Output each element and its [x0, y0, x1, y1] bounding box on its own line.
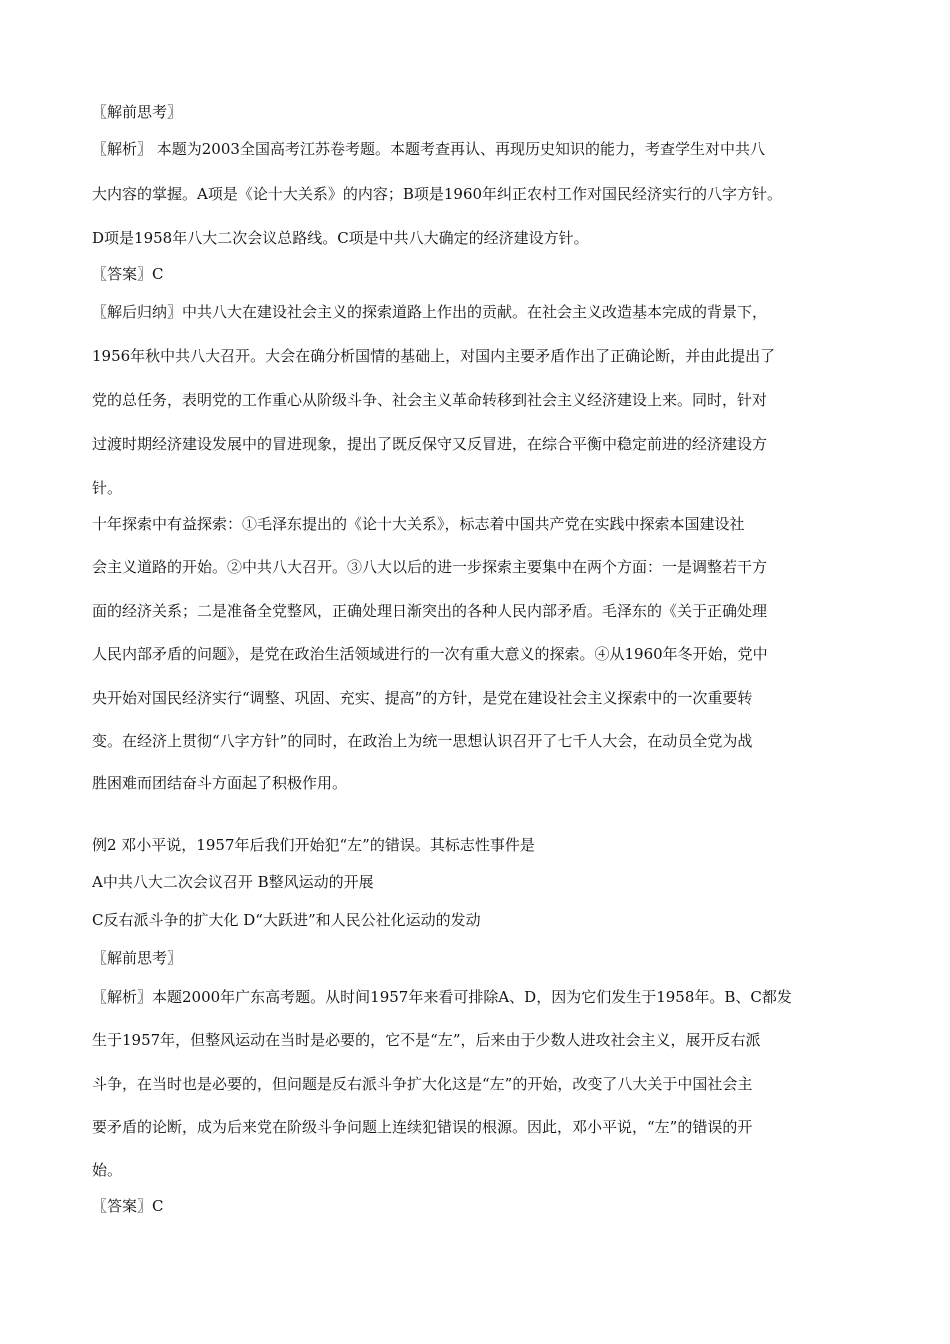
summary-line: 〖解后归纳〗中共八大在建设社会主义的探索道路上作出的贡献。在社会主义改造基本完成的背景下， — [92, 303, 768, 321]
think-before-heading: 〖解前思考〗 — [92, 103, 183, 121]
exploration-line: 十年探索中有益探索：①毛泽东提出的《论十大关系》，标志着中国共产党在实践中探索本国建设社 — [92, 515, 745, 533]
summary-line: 1956年秋中共八大召开。大会在确分析国情的基础上，对国内主要矛盾作出了正确论断，并由此提出了 — [92, 347, 776, 365]
analysis-line: 生于1957年，但整风运动在当时是必要的，它不是“左”，后来由于少数人进攻社会主义，展开反右派 — [92, 1031, 761, 1049]
exploration-line: 会主义道路的开始。②中共八大召开。③八大以后的进一步探索主要集中在两个方面：一是调整若干方 — [92, 558, 768, 576]
answer-line: 〖答案〗C — [92, 265, 164, 283]
example2-options-cd: C反右派斗争的扩大化 D“大跃进”和人民公社化运动的发动 — [92, 911, 481, 929]
analysis-line: 〖解析〗本题2000年广东高考题。从时间1957年来看可排除A、D，因为它们发生于1958年。B、C都发 — [92, 988, 792, 1006]
exploration-line: 人民内部矛盾的问题》，是党在政治生活领域进行的一次有重大意义的探索。④从1960年冬开始，党中 — [92, 645, 768, 663]
analysis-line: 斗争，在当时也是必要的，但问题是反右派斗争扩大化这是“左”的开始，改变了八大关于中国社会主 — [92, 1075, 753, 1093]
example2-question: 例2 邓小平说，1957年后我们开始犯“左”的错误。其标志性事件是 — [92, 836, 535, 854]
analysis-line: 始。 — [92, 1161, 123, 1179]
analysis-line: 〖解析〗 本题为2003全国高考江苏卷考题。本题考查再认、再现历史知识的能力，考查学生对中共八 — [92, 140, 765, 158]
example2-options-ab: A中共八大二次会议召开 B整风运动的开展 — [92, 873, 374, 891]
answer-line: 〖答案〗C — [92, 1197, 164, 1215]
exploration-line: 央开始对国民经济实行“调整、巩固、充实、提高”的方针，是党在建设社会主义探索中的一次重要转 — [92, 689, 753, 707]
exploration-line: 面的经济关系；二是准备全党整风，正确处理日渐突出的各种人民内部矛盾。毛泽东的《关于正确处理 — [92, 602, 768, 620]
summary-line: 党的总任务，表明党的工作重心从阶级斗争、社会主义革命转移到社会主义经济建设上来。同时，针对 — [92, 391, 768, 409]
analysis-line: 要矛盾的论断，成为后来党在阶级斗争问题上连续犯错误的根源。因此，邓小平说，“左”的错误的开 — [92, 1118, 753, 1136]
analysis-line: 大内容的掌握。A项是《论十大关系》的内容；B项是1960年纠正农村工作对国民经济实行的八字方针。 — [92, 185, 783, 203]
summary-line: 针。 — [92, 479, 123, 497]
exploration-line: 变。在经济上贯彻“八字方针”的同时，在政治上为统一思想认识召开了七千人大会，在动员全党为战 — [92, 732, 753, 750]
summary-line: 过渡时期经济建设发展中的冒进现象，提出了既反保守又反冒进，在综合平衡中稳定前进的经济建设方 — [92, 435, 768, 453]
think-before-heading: 〖解前思考〗 — [92, 949, 183, 967]
exploration-line: 胜困难而团结奋斗方面起了积极作用。 — [92, 774, 348, 792]
analysis-line: D项是1958年八大二次会议总路线。C项是中共八大确定的经济建设方针。 — [92, 229, 589, 247]
